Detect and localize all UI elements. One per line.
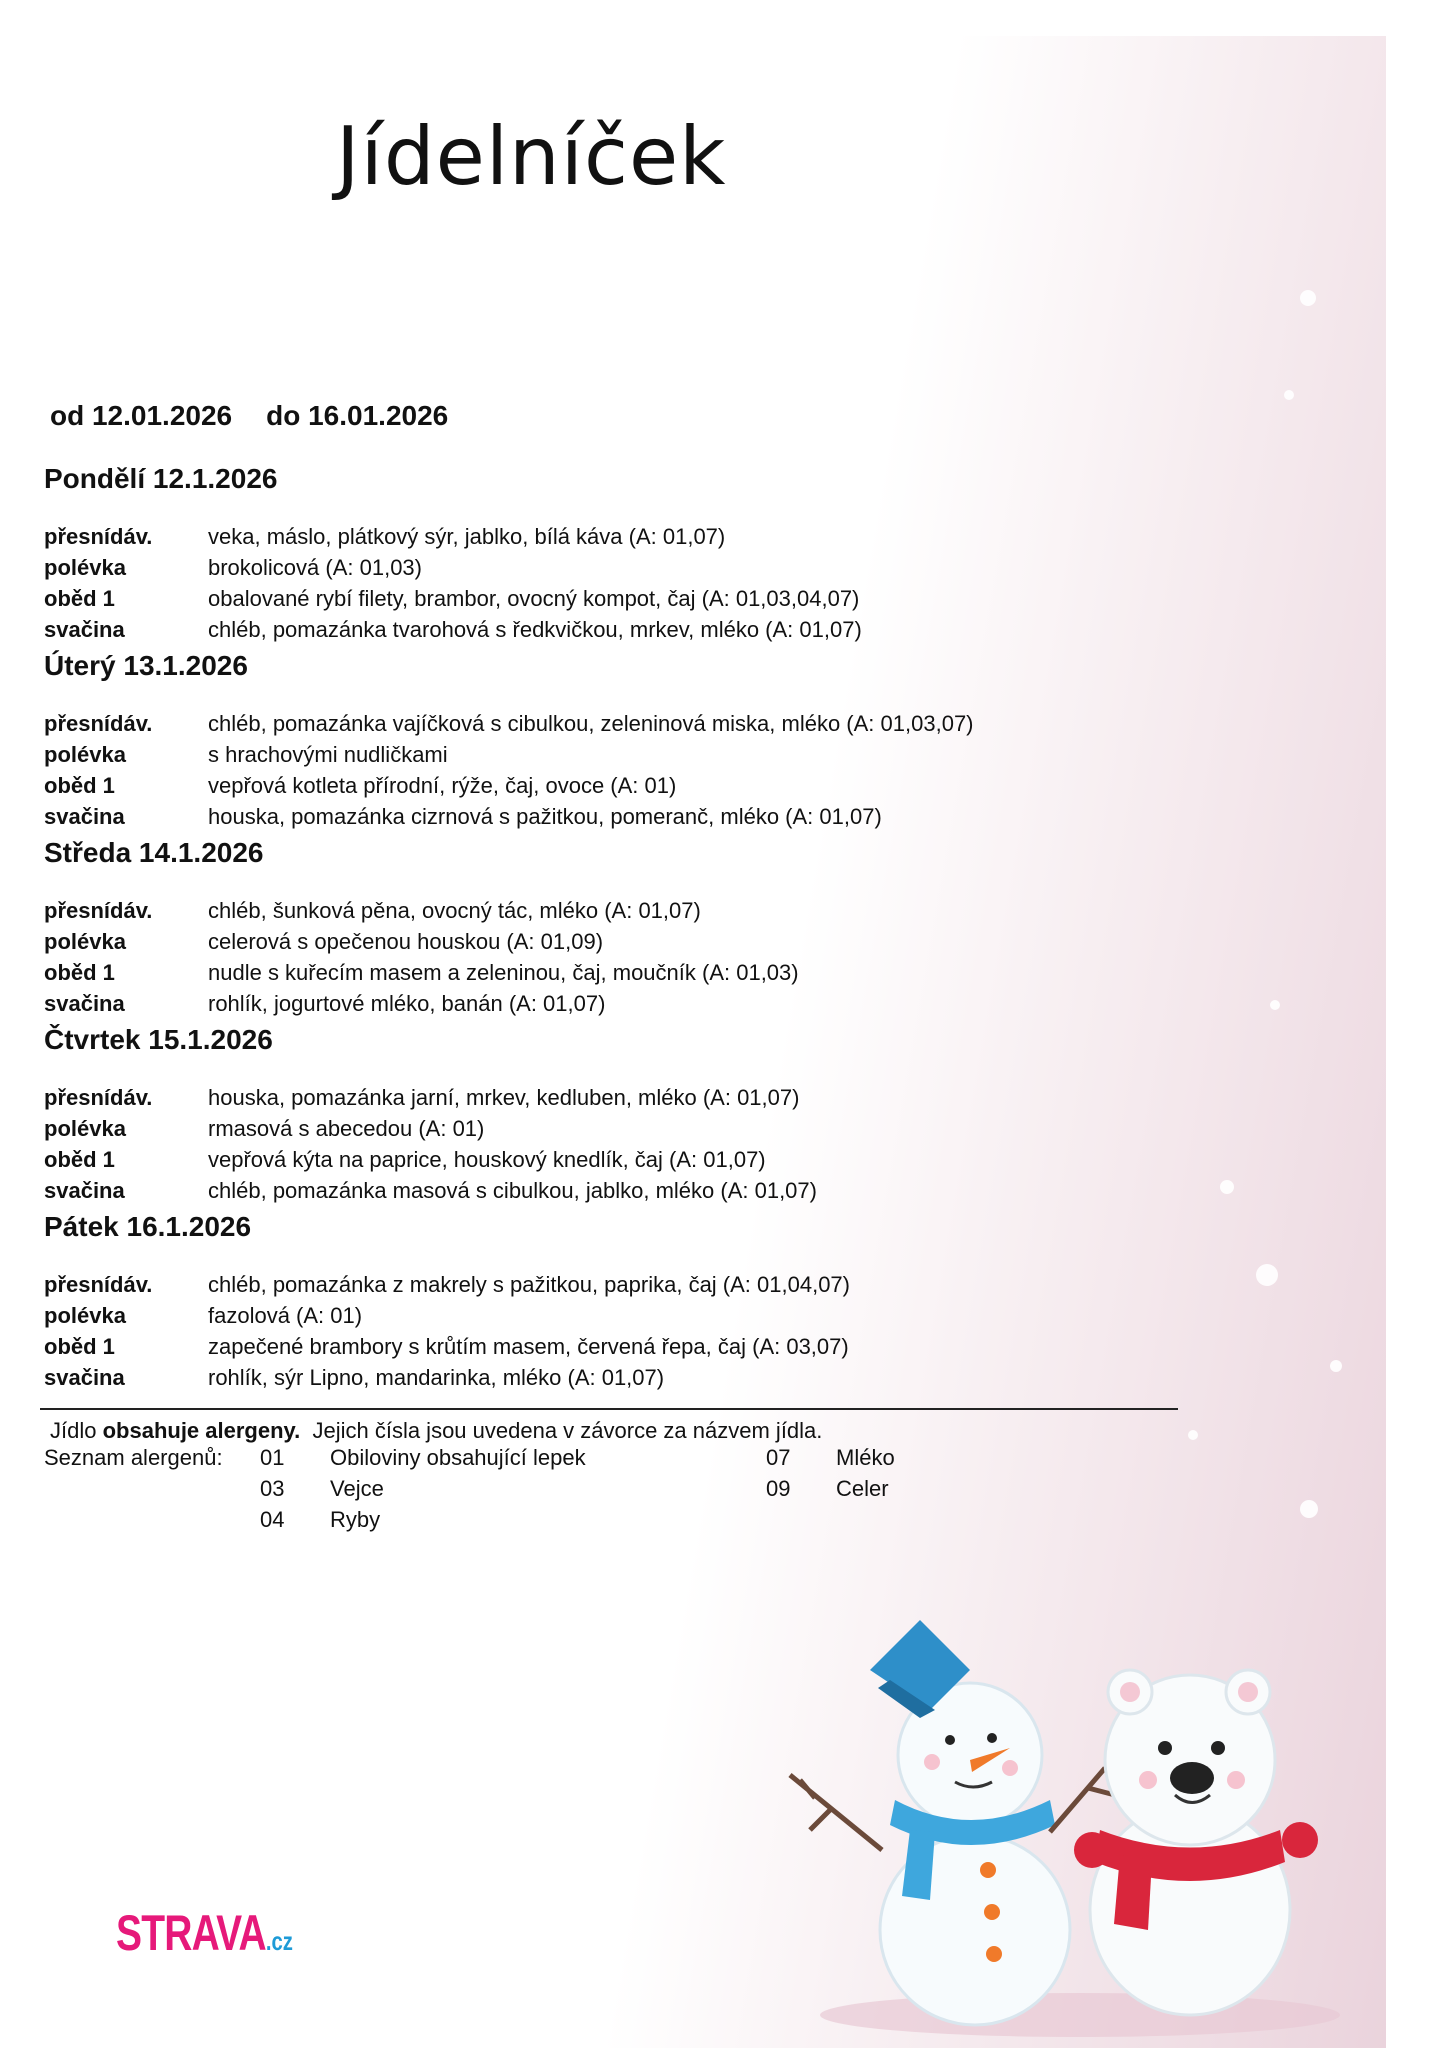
- meal-label: oběd 1: [44, 1147, 115, 1172]
- allergen-number: 01: [260, 1445, 285, 1470]
- meal-label: svačina: [44, 991, 125, 1016]
- snow-dot: [1220, 1180, 1234, 1194]
- logo-suffix: .cz: [265, 1926, 293, 1956]
- allergen-list-right: [766, 1442, 895, 1504]
- meal-text: brokolicová (A: 01,03): [208, 555, 422, 580]
- snowman-icon: [790, 1620, 1115, 2025]
- meal-row-breakfast: [44, 521, 1144, 552]
- meal-row-breakfast: [44, 708, 1144, 739]
- meal-label: svačina: [44, 1365, 125, 1390]
- allergen-number: 09: [766, 1476, 791, 1501]
- day-block-wednesday: [44, 833, 1144, 1019]
- meal-text: chléb, pomazánka z makrely s pažitkou, paprika, čaj (A: 01,04,07): [208, 1272, 850, 1297]
- meal-label: přesnídáv.: [44, 1085, 153, 1110]
- meal-row-lunch: [44, 957, 1144, 988]
- meal-label: svačina: [44, 1178, 125, 1203]
- meal-row-lunch: [44, 583, 1144, 614]
- meal-row-soup: [44, 926, 1144, 957]
- day-block-tuesday: [44, 646, 1144, 832]
- meal-label: polévka: [44, 555, 126, 580]
- meal-row-breakfast: [44, 1082, 1144, 1113]
- allergen-name: Celer: [836, 1476, 889, 1501]
- note-bold: obsahuje alergeny.: [102, 1418, 301, 1443]
- meal-text: rmasová s abecedou (A: 01): [208, 1116, 485, 1141]
- day-block-thursday: [44, 1020, 1144, 1206]
- meal-row-snack: [44, 1362, 1144, 1393]
- range-from: od 12.01.2026: [50, 400, 233, 431]
- allergen-name: Vejce: [330, 1476, 384, 1501]
- meal-row-snack: [44, 614, 1144, 645]
- meal-row-lunch: [44, 1331, 1144, 1362]
- meal-text: veka, máslo, plátkový sýr, jablko, bílá káva (A: 01,07): [208, 524, 726, 549]
- meal-label: přesnídáv.: [44, 711, 153, 736]
- day-heading: Úterý 13.1.2026: [44, 650, 248, 681]
- day-heading: Čtvrtek 15.1.2026: [44, 1024, 273, 1055]
- day-block-monday: [44, 459, 1144, 645]
- snow-dot: [1188, 1430, 1198, 1440]
- allergen-list-left: [260, 1442, 586, 1535]
- day-heading: Pátek 16.1.2026: [44, 1211, 252, 1242]
- allergen-item: [766, 1473, 895, 1504]
- ground-shadow: [820, 1993, 1340, 2037]
- allergen-name: Obiloviny obsahující lepek: [330, 1445, 586, 1470]
- range-to: do 16.01.2026: [266, 400, 449, 431]
- meal-label: přesnídáv.: [44, 524, 153, 549]
- meal-label: oběd 1: [44, 586, 115, 611]
- meal-text: chléb, pomazánka vajíčková s cibulkou, zeleninová miska, mléko (A: 01,03,07): [208, 711, 974, 736]
- allergen-name: Mléko: [836, 1445, 895, 1470]
- meal-text: rohlík, sýr Lipno, mandarinka, mléko (A: 01,07): [208, 1365, 665, 1390]
- meal-label: polévka: [44, 1116, 126, 1141]
- meal-text: chléb, pomazánka tvarohová s ředkvičkou, mrkev, mléko (A: 01,07): [208, 617, 862, 642]
- snow-dot: [1300, 1500, 1318, 1518]
- allergen-number: 04: [260, 1507, 285, 1532]
- day-heading: Pondělí 12.1.2026: [44, 463, 278, 494]
- allergen-item: [260, 1442, 586, 1473]
- snow-dot: [1300, 290, 1316, 306]
- meal-label: přesnídáv.: [44, 898, 153, 923]
- meal-row-soup: [44, 739, 1144, 770]
- meal-text: rohlík, jogurtové mléko, banán (A: 01,07): [208, 991, 606, 1016]
- meal-label: oběd 1: [44, 773, 115, 798]
- allergen-name: Ryby: [330, 1507, 381, 1532]
- meal-label: polévka: [44, 929, 126, 954]
- meal-label: oběd 1: [44, 1334, 115, 1359]
- meal-label: svačina: [44, 804, 125, 829]
- allergen-list-label: Seznam alergenů:: [44, 1445, 223, 1470]
- meal-text: chléb, pomazánka masová s cibulkou, jablko, mléko (A: 01,07): [208, 1178, 817, 1203]
- meal-row-breakfast: [44, 1269, 1144, 1300]
- allergen-item: [260, 1504, 586, 1535]
- meal-label: svačina: [44, 617, 125, 642]
- meal-text: vepřová kýta na paprice, houskový knedlík, čaj (A: 01,07): [208, 1147, 766, 1172]
- allergen-number: 07: [766, 1445, 791, 1470]
- note-pre: Jídlo: [50, 1418, 103, 1443]
- meal-text: fazolová (A: 01): [208, 1303, 363, 1328]
- winter-illustration: [770, 1600, 1370, 2040]
- meal-text: chléb, šunková pěna, ovocný tác, mléko (A: 01,07): [208, 898, 701, 923]
- strava-logo: [116, 1904, 293, 1962]
- meal-row-soup: [44, 1300, 1144, 1331]
- allergen-item: [766, 1442, 895, 1473]
- meal-text: nudle s kuřecím masem a zeleninou, čaj, moučník (A: 01,03): [208, 960, 799, 985]
- meal-row-snack: [44, 1175, 1144, 1206]
- meal-text: obalované rybí filety, brambor, ovocný kompot, čaj (A: 01,03,04,07): [208, 586, 860, 611]
- meal-row-soup: [44, 1113, 1144, 1144]
- snow-dot: [1256, 1264, 1278, 1286]
- page-title: Jídelníček: [336, 110, 727, 203]
- meal-text: zapečené brambory s krůtím masem, červená řepa, čaj (A: 03,07): [208, 1334, 849, 1359]
- meal-label: polévka: [44, 1303, 126, 1328]
- day-block-friday: [44, 1207, 1144, 1393]
- meal-row-lunch: [44, 770, 1144, 801]
- meal-text: houska, pomazánka cizrnová s pažitkou, pomeranč, mléko (A: 01,07): [208, 804, 882, 829]
- meal-text: s hrachovými nudličkami: [208, 742, 448, 767]
- meal-row-breakfast: [44, 895, 1144, 926]
- meal-text: houska, pomazánka jarní, mrkev, kedluben, mléko (A: 01,07): [208, 1085, 800, 1110]
- date-range: [50, 400, 448, 432]
- meal-label: přesnídáv.: [44, 1272, 153, 1297]
- note-post: Jejich čísla jsou uvedena v závorce za názvem jídla.: [300, 1418, 823, 1443]
- meal-row-snack: [44, 988, 1144, 1019]
- meal-label: oběd 1: [44, 960, 115, 985]
- meal-row-soup: [44, 552, 1144, 583]
- meal-text: celerová s opečenou houskou (A: 01,09): [208, 929, 604, 954]
- logo-main: STRAVA: [116, 1905, 266, 1961]
- meal-label: polévka: [44, 742, 126, 767]
- allergen-item: [260, 1473, 586, 1504]
- snow-dot: [1270, 1000, 1280, 1010]
- meal-row-snack: [44, 801, 1144, 832]
- snow-dot: [1330, 1360, 1342, 1372]
- day-heading: Středa 14.1.2026: [44, 837, 264, 868]
- allergen-number: 03: [260, 1476, 285, 1501]
- snow-dot: [1284, 390, 1294, 400]
- polar-bear-icon: [1074, 1670, 1318, 2015]
- meal-text: vepřová kotleta přírodní, rýže, čaj, ovoce (A: 01): [208, 773, 677, 798]
- divider: [40, 1408, 1178, 1410]
- allergen-note: [50, 1418, 822, 1444]
- meal-row-lunch: [44, 1144, 1144, 1175]
